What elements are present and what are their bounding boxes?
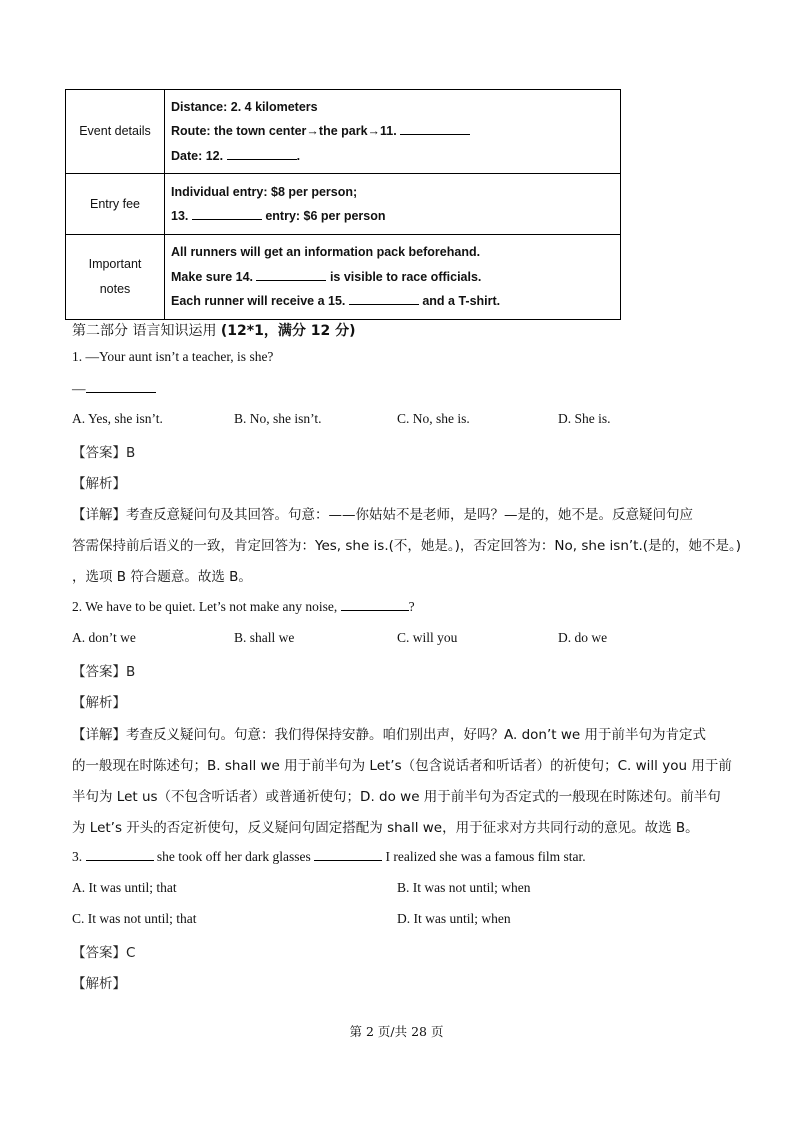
- option-c: C. It was not until; that: [72, 911, 197, 926]
- option-c: C. No, she is.: [397, 411, 470, 426]
- detail-line: Individual entry: $8 per person;: [171, 184, 358, 199]
- option-b: B. It was not until; when: [397, 880, 531, 895]
- answer-blank: [86, 848, 154, 861]
- detail-line: Date: 12. .: [171, 148, 301, 163]
- answer-label: 【答案】B: [72, 664, 136, 680]
- detail-line: Route: the town center→the park→11.: [171, 119, 620, 144]
- row-value: [165, 235, 621, 320]
- detail-line: 13. entry: $6 per person: [171, 209, 386, 223]
- option-b: B. No, she isn’t.: [234, 411, 322, 426]
- option-d: D. It was until; when: [397, 911, 511, 926]
- table-row: [66, 235, 621, 320]
- section-heading: 第二部分 语言知识运用 (12*1，满分 12 分): [72, 323, 356, 339]
- question-3-stem: 3. she took off her dark glasses I realized she was a famous film star.: [72, 849, 586, 864]
- answer-label: 【答案】C: [72, 945, 136, 961]
- option-b: B. shall we: [234, 630, 295, 645]
- question-1-stem: 1. —Your aunt isn’t a teacher, is she?: [72, 349, 274, 364]
- detail-text: 半句为 Let us（不包含听话者）或普通祈使句；D. do we 用于前半句为否定式的一般现在时陈述句。前半句: [72, 789, 721, 805]
- detail-text: 为 Let’s 开头的否定祈使句，反义疑问句固定搭配为 shall we，用于征求对方共同行动的意见。故选 B。: [72, 820, 699, 836]
- answer-blank: [341, 598, 409, 611]
- detail-line: Distance: 2. 4 kilometers: [171, 99, 318, 114]
- detail-text: 的一般现在时陈述句；B. shall we 用于前半句为 Let’s（包含说话者和听话者）的祈使句；C. will you 用于前: [72, 758, 732, 774]
- option-a: A. It was until; that: [72, 880, 177, 895]
- option-d: D. She is.: [558, 411, 611, 426]
- row-key: Important notes: [66, 235, 165, 320]
- option-d: D. do we: [558, 630, 608, 645]
- question-2-stem: 2. We have to be quiet. Let’s not make any noise, ?: [72, 599, 415, 614]
- answer-blank: [314, 848, 382, 861]
- answer-blank: [227, 147, 297, 160]
- detail-text: 【详解】考查反义疑问句。句意：我们得保持安静。咱们别出声，好吗？A. don’t we 用于前半句为肯定式: [72, 727, 706, 743]
- analysis-label: 【解析】: [72, 695, 126, 711]
- answer-blank: [349, 292, 419, 305]
- answer-blank: [256, 268, 326, 281]
- event-table: [65, 89, 621, 320]
- row-key: Event details: [66, 90, 165, 174]
- table-row: [66, 174, 621, 235]
- answer-blank: [86, 380, 156, 393]
- question-1-answer-line: —: [72, 380, 156, 397]
- detail-line: Each runner will receive a 15. and a T-shirt.: [171, 294, 501, 309]
- analysis-label: 【解析】: [72, 976, 126, 992]
- answer-blank: [400, 122, 470, 135]
- option-c: C. will you: [397, 630, 458, 645]
- detail-text: 【详解】考查反意疑问句及其回答。句意：——你姑姑不是老师，是吗？—是的，她不是。反意疑问句应: [72, 507, 693, 523]
- row-key: Entry fee: [66, 174, 165, 235]
- detail-text: ，选项 B 符合题意。故选 B。: [72, 569, 252, 585]
- table-row: [66, 90, 621, 174]
- row-value: [165, 90, 621, 174]
- row-value: [165, 174, 621, 235]
- answer-label: 【答案】B: [72, 445, 136, 461]
- analysis-label: 【解析】: [72, 476, 126, 492]
- page-number: 第 2 页/共 28 页: [349, 1024, 444, 1039]
- answer-blank: [192, 207, 262, 220]
- option-a: A. Yes, she isn’t.: [72, 411, 163, 426]
- option-a: A. don’t we: [72, 630, 136, 645]
- detail-line: All runners will get an information pack beforehand.: [171, 245, 481, 260]
- detail-text: 答需保持前后语义的一致，肯定回答为：Yes, she is.(不，她是。)，否定回答为：No, she isn’t.(是的，她不是。): [72, 538, 742, 554]
- detail-line: Make sure 14. is visible to race officials.: [171, 269, 482, 284]
